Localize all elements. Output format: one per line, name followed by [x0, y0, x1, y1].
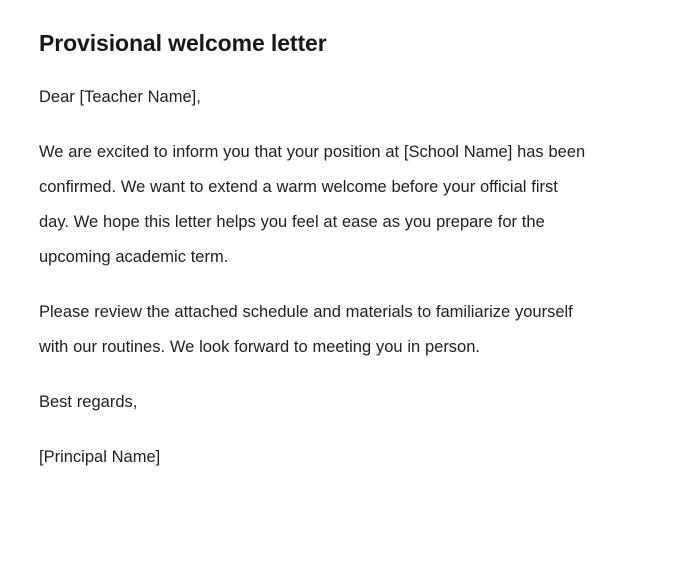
letter-closing: Best regards, [39, 393, 138, 411]
letter-salutation: Dear [Teacher Name], [39, 88, 201, 106]
letter-body-paragraph-2: Please review the attached schedule and materials to familiarize yourself with our routines. We look forward to meeting you in person. [39, 303, 573, 356]
page-title: Provisional welcome letter [39, 30, 327, 56]
letter-body-paragraph-1: We are excited to inform you that your position at [School Name] has been confirmed. We want to extend a warm welcome before your official first day. We hope this letter helps you feel at ease as you prepare for the upcoming academic term. [39, 143, 586, 266]
letter-signature: [Principal Name] [39, 448, 161, 466]
